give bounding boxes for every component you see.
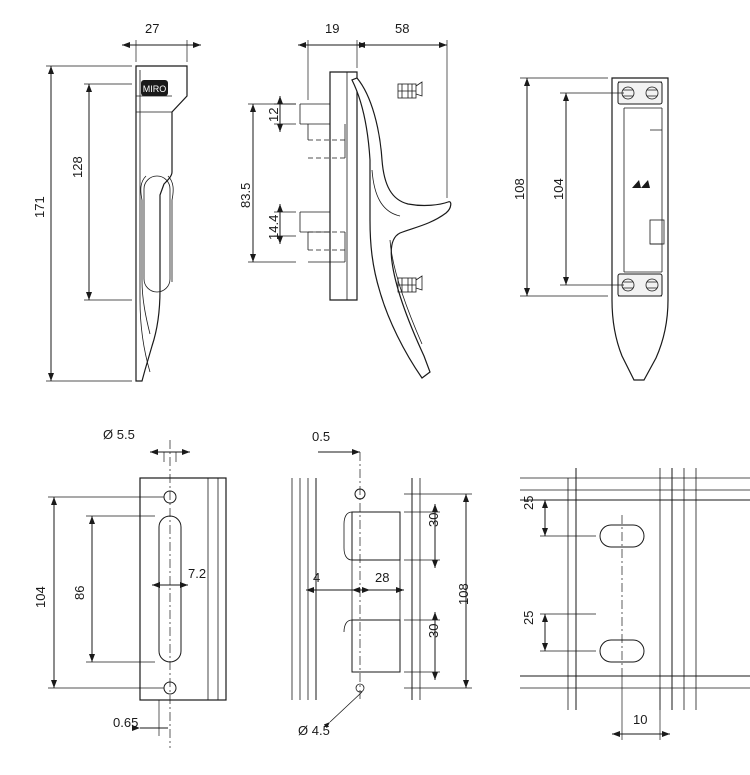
dim-rosette-length <box>84 84 132 300</box>
label-slot-upper-height: 30 <box>426 512 441 527</box>
label-side-offset: 4 <box>313 570 321 585</box>
label-handle-width: 27 <box>145 21 160 36</box>
dim-slot-lower-height <box>404 612 440 680</box>
dim-slot-horizontal-offset <box>612 672 670 740</box>
dim-handle-width <box>122 40 201 62</box>
brand-logo-icon <box>141 80 168 96</box>
side-view <box>248 40 451 378</box>
label-upper-screw-offset: 12 <box>266 107 281 122</box>
label-upper-slot-position: 25 <box>521 495 536 510</box>
label-screw-centre-distance: 83.5 <box>238 182 253 208</box>
label-cutout-pitch: 104 <box>33 586 48 608</box>
label-rosette-height: 108 <box>512 178 527 200</box>
label-lower-screw-offset: 14.4 <box>266 214 281 240</box>
label-hole-diameter: Ø 5.5 <box>103 427 135 442</box>
profile-section-view <box>292 452 472 722</box>
svg-text:MIRO: MIRO <box>142 84 167 94</box>
label-slot-inner-width: 28 <box>375 570 390 585</box>
top-screw-icon <box>398 82 422 98</box>
label-total-height: 108 <box>456 583 471 605</box>
profile-elevation-view <box>520 468 750 740</box>
label-drill-diameter: Ø 4.5 <box>298 723 330 738</box>
dim-edge-offset <box>140 700 168 736</box>
label-rosette-length: 128 <box>70 156 85 178</box>
label-overall-length: 171 <box>32 196 47 218</box>
front-view <box>46 40 201 381</box>
label-fixing-hole-distance: 104 <box>551 178 566 200</box>
label-slot-width: 7.2 <box>188 566 207 581</box>
bottom-screw-icon <box>398 276 422 292</box>
label-slot-length: 86 <box>72 585 87 600</box>
label-lower-slot-position: 25 <box>521 610 536 625</box>
label-slot-horizontal-offset: 10 <box>633 712 648 727</box>
label-rosette-depth: 19 <box>325 21 340 36</box>
label-slot-lower-height: 30 <box>426 623 441 638</box>
label-handle-projection: 58 <box>395 21 410 36</box>
rear-view <box>520 78 668 380</box>
label-edge-offset: 0.65 <box>113 715 139 730</box>
label-top-offset: 0.5 <box>312 429 331 444</box>
